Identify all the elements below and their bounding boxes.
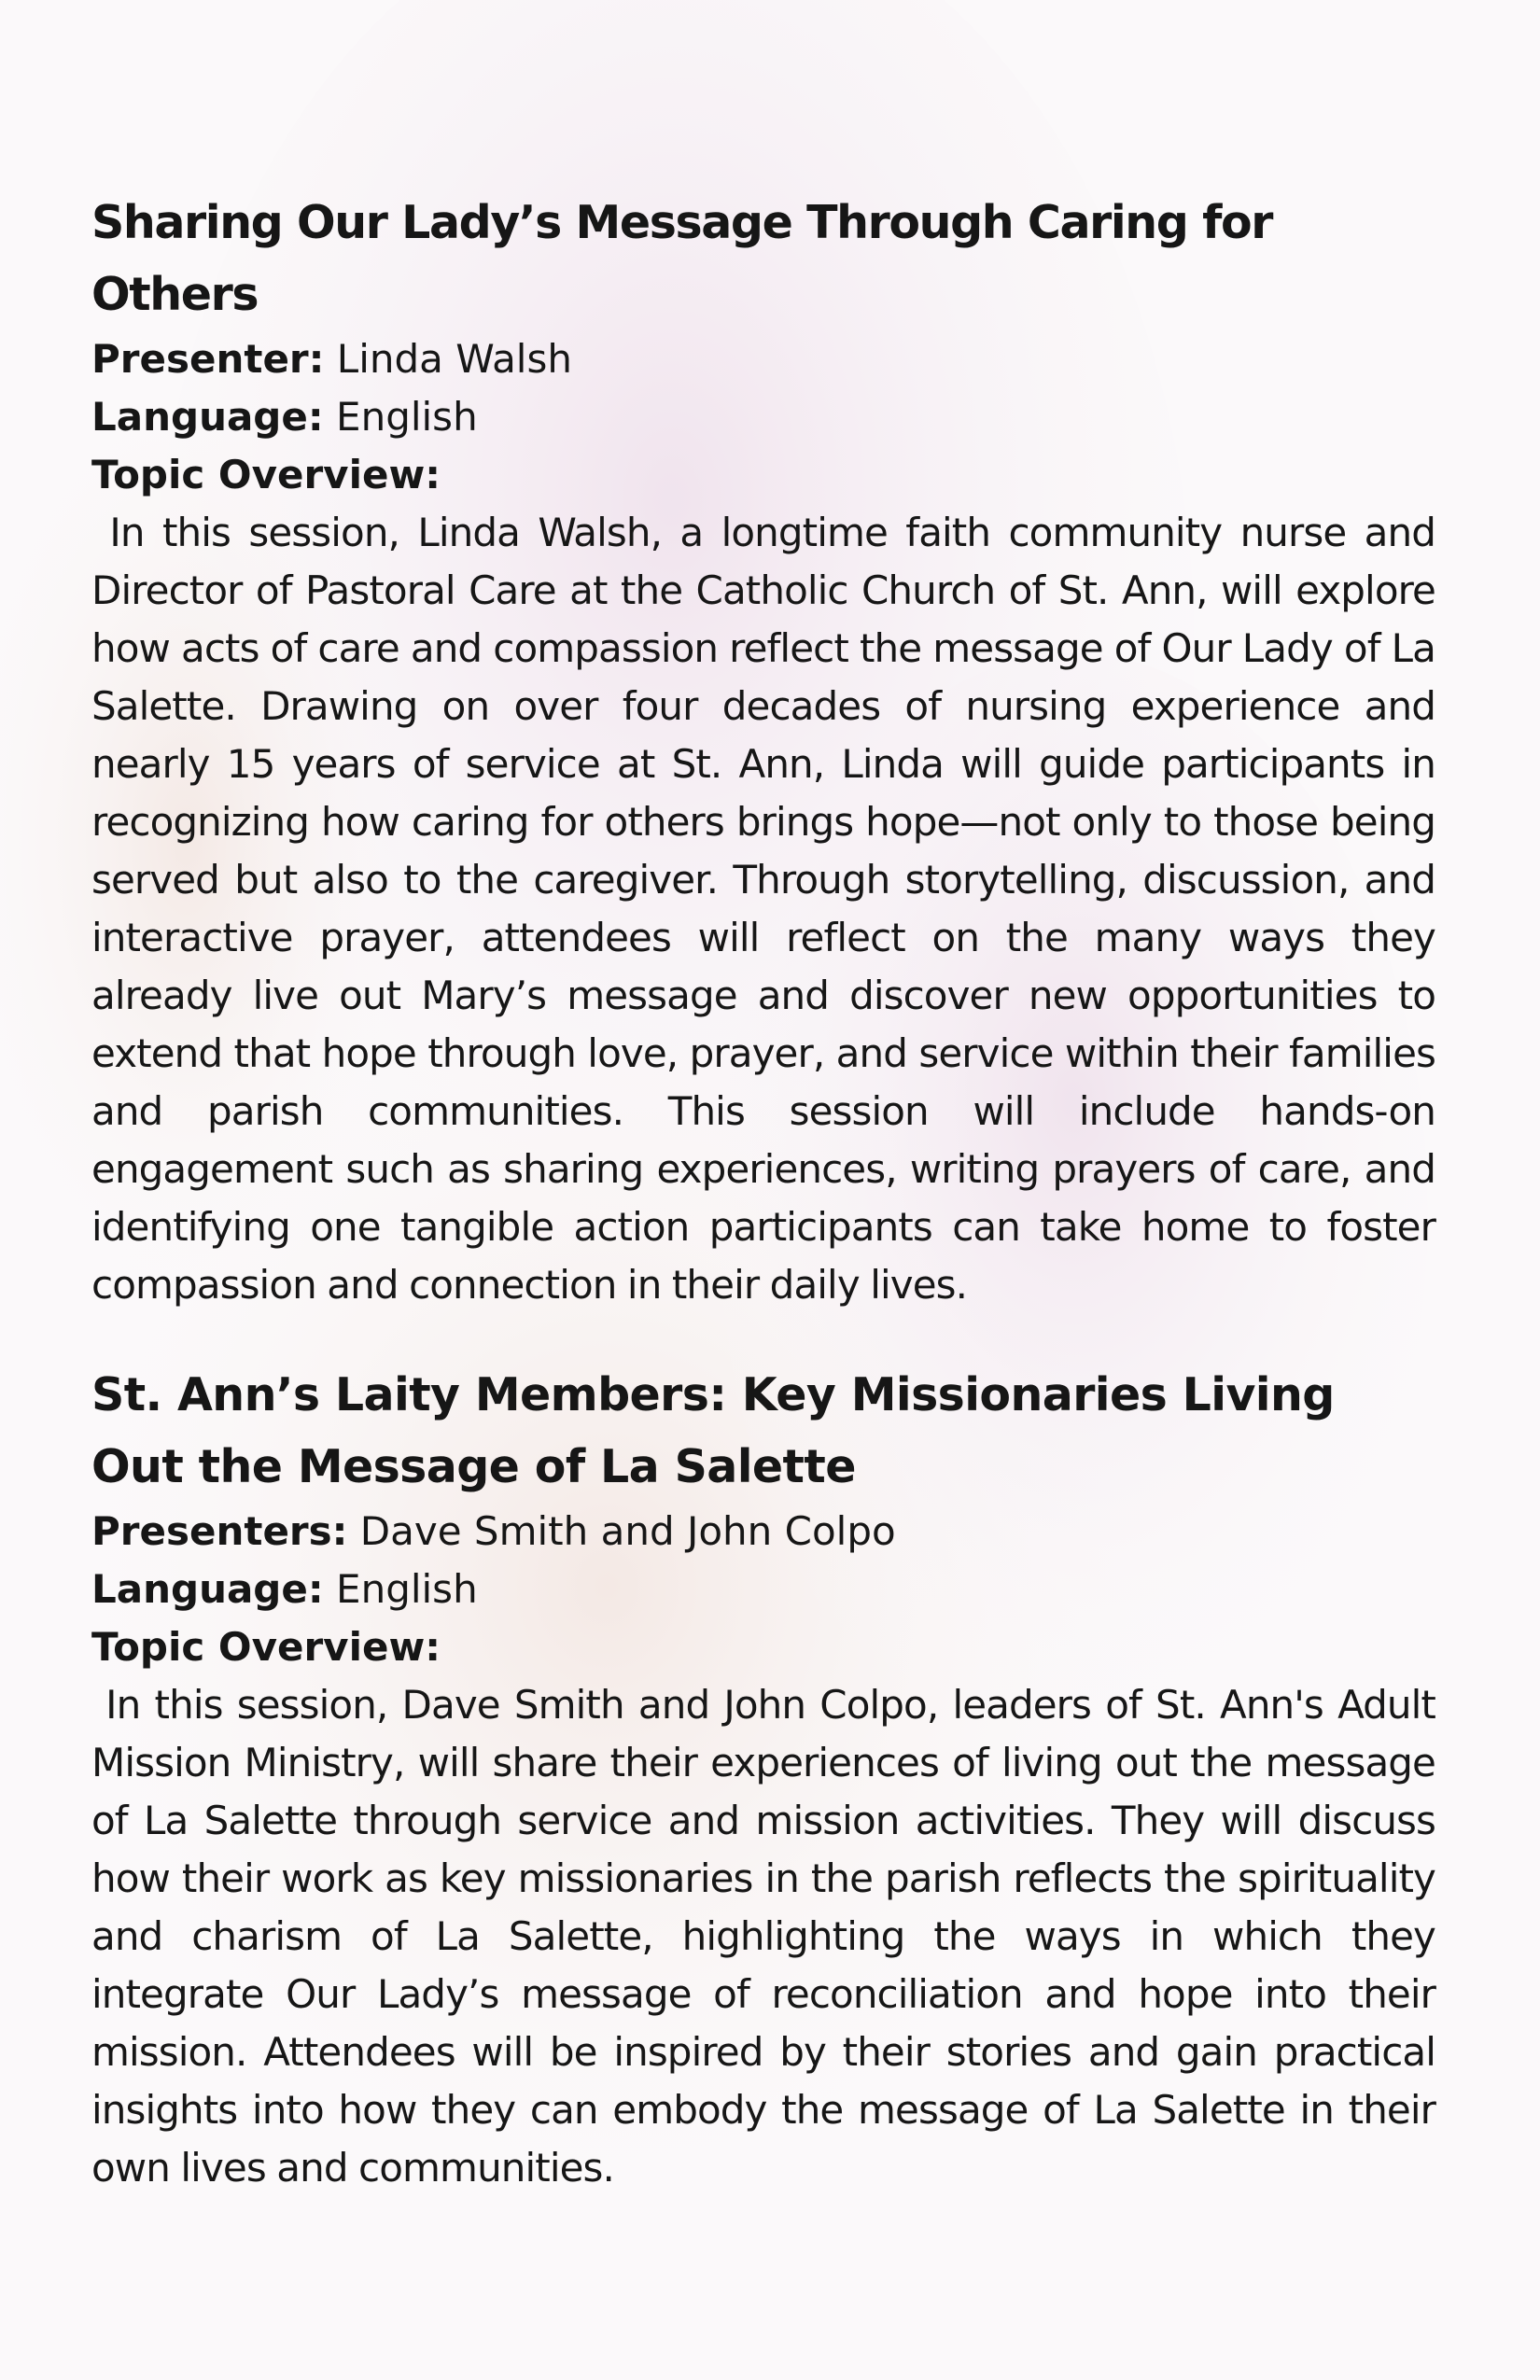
session-1 (91, 187, 1447, 1314)
language-label: Language: (91, 394, 324, 440)
presenter-line (91, 1503, 1435, 1561)
topic-overview-text: In this session, Dave Smith and John Colpo, leaders of St. Ann's Adult Mission Ministry, will share their experiences of living out the message of La Salette through service and mission activities. They will discuss how their work as key missionaries in the parish reflects the spirituality and charism of La Salette, highlighting the ways in which they integrate Our Lady’s message of reconciliation and hope into their mission. Attendees will be inspired by their stories and gain practical insights into how they can embody the message of La Salette in their own lives and communities. (91, 1682, 1447, 2191)
language-value: English (336, 1566, 478, 1612)
document-body (91, 187, 1447, 2197)
language-line (91, 1561, 1435, 1618)
session-title: Sharing Our Lady’s Message Through Caring for Others (91, 196, 1273, 321)
language-value: English (336, 394, 478, 440)
presenter-label: Presenters: (91, 1508, 348, 1554)
session-title: St. Ann’s Laity Members: Key Missionaries Living Out the Message of La Salette (91, 1368, 1335, 1493)
topic-overview-text: In this session, Linda Walsh, a longtime faith community nurse and Director of Pastoral Care at the Catholic Church of St. Ann, will explore how acts of care and compassion reflect the message of Our Lady of La Salette. Drawing on over four decades of nursing experience and nearly 15 years of service at St. Ann, Linda will guide participants in recognizing how caring for others brings hope—not only to those being served but also to the caregiver. Through storytelling, discussion, and interactive prayer, attendees will reflect on the many ways they already live out Mary’s message and discover new opportunities to extend that hope through love, prayer, and service within their families and parish communities. This session will include hands-on engagement such as sharing experiences, writing prayers of care, and identifying one tangible action participants can take home to foster compassion and connection in their daily lives. (91, 510, 1447, 1308)
presenter-line (91, 330, 1435, 388)
language-line (91, 388, 1435, 446)
presenter-label: Presenter: (91, 336, 325, 382)
topic-overview-label: Topic Overview: (91, 452, 441, 497)
presenter-name: Dave Smith and John Colpo (359, 1508, 896, 1554)
topic-overview-label: Topic Overview: (91, 1624, 441, 1670)
session-2 (91, 1359, 1447, 2197)
presenter-name: Linda Walsh (336, 336, 572, 382)
language-label: Language: (91, 1566, 324, 1612)
